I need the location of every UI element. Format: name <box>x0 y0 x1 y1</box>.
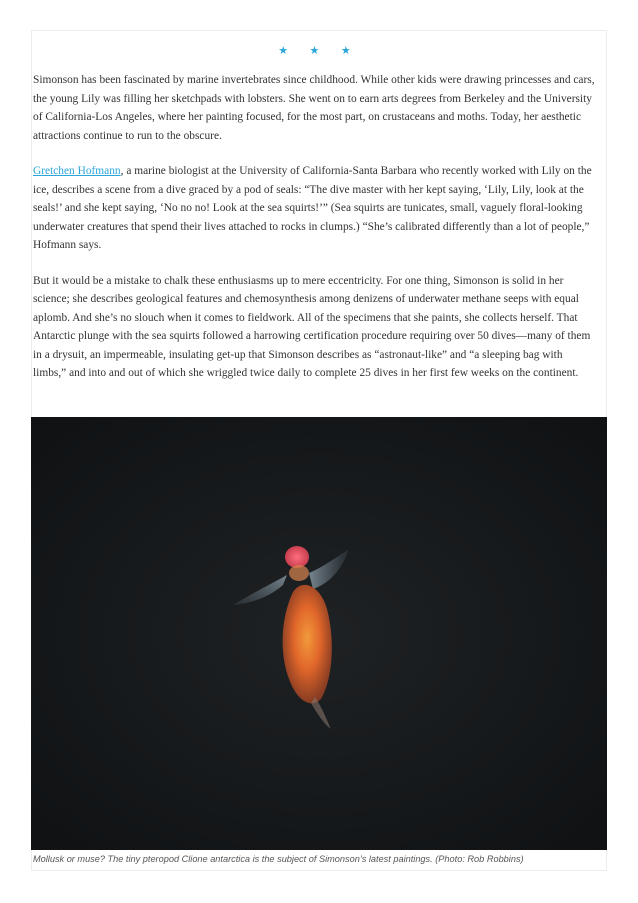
paragraph-1: Simonson has been fascinated by marine invertebrates since childhood. While other kids were drawing princesses and cars, the young Lily was filling her sketchpads with lobsters. She went on to earn arts degrees from Berkeley and the University of California-Los Angeles, where her painting focused, for the most part, on crustaceans and moths. Today, her aesthetic attractions continue to run to the obscure. <box>33 74 595 142</box>
article-body <box>33 71 596 400</box>
sea-angel-illustration <box>31 417 607 850</box>
paragraph-2-text: , a marine biologist at the University of California-Santa Barbara who recently worked with Lily on the ice, describes a scene from a dive graced by a pod of seals: “The dive master with her kept saying, ‘Lily, Lily, look at the seals!’ and she kept saying, ‘No no no! Look at the sea squirts!’” (Sea squirts are tunicates, small, vaguely floral-looking underwater creatures that spend their lives attached to rocks in clumps.) “She’s calibrated differently than a lot of people,” Hofmann says. <box>33 165 592 251</box>
section-divider-stars: ★ ★ ★ <box>278 44 360 57</box>
paragraph-2 <box>33 162 596 255</box>
photo-caption: Mollusk or muse? The tiny pteropod Clione antarctica is the subject of Simonson’s latest paintings. (Photo: Rob Robbins) <box>33 854 524 864</box>
paragraph-3: But it would be a mistake to chalk these enthusiasms up to mere eccentricity. For one thing, Simonson is solid in her science; she describes geological features and chemosynthesis among denizens of underwater methane seeps with equal aplomb. And she’s no slouch when it comes to fieldwork. All of the specimens that she paints, she collects herself. That Antarctic plunge with the sea squirts followed a harrowing certification procedure requiring over 50 dives—many of them in a drysuit, an impermeable, insulating get-up that Simonson describes as “astronaut-like” and “a sleeping bag with limbs,” and into and out of which she wriggled twice daily to complete 25 dives in her first few weeks on the continent. <box>33 274 591 379</box>
clione-photo <box>31 417 607 850</box>
gretchen-hofmann-link[interactable]: Gretchen Hofmann <box>33 165 121 177</box>
